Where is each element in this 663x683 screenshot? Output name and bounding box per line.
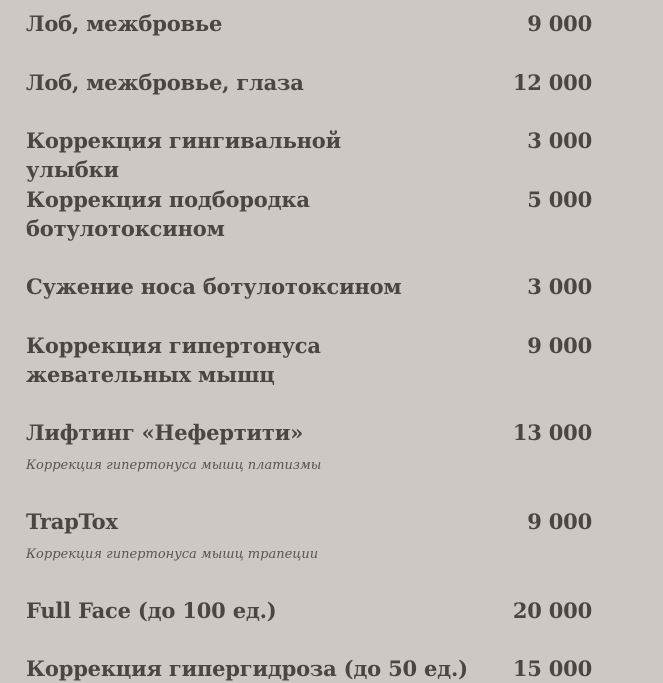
service-price: 3 000: [527, 128, 592, 153]
service-row: [26, 507, 592, 536]
service-name: Лоб, межбровье, глаза: [26, 70, 304, 95]
service-price: 5 000: [527, 187, 592, 212]
service-row: [26, 126, 592, 184]
service-name: Full Face (до 100 ед.): [26, 598, 277, 623]
service-name: Сужение носа ботулотоксином: [26, 274, 402, 299]
service-price: 9 000: [527, 333, 592, 358]
service-name: Коррекция гингивальной улыбки: [26, 128, 341, 182]
service-name: Лифтинг «Нефертити»: [26, 420, 304, 445]
service-row: [26, 654, 592, 683]
service-row: [26, 68, 592, 97]
service-row: [26, 596, 592, 625]
service-name: Коррекция гипертонуса жевательных мышц: [26, 333, 321, 387]
service-note: Коррекция гипертонуса мышц платизмы: [26, 458, 322, 473]
service-name: Коррекция гипергидроза (до 50 ед.): [26, 656, 468, 681]
service-row: [26, 272, 592, 301]
service-name: TrapTox: [26, 509, 118, 534]
service-price: 20 000: [512, 598, 592, 623]
service-row: [26, 331, 592, 389]
service-row: [26, 185, 592, 243]
service-price: 9 000: [527, 11, 592, 36]
service-row: [26, 9, 592, 38]
service-price: 13 000: [512, 420, 592, 445]
service-name: Лоб, межбровье: [26, 11, 223, 36]
service-price: 12 000: [512, 70, 592, 95]
service-price: 9 000: [527, 509, 592, 534]
service-name: Коррекция подбородка ботулотоксином: [26, 187, 310, 241]
service-note: Коррекция гипертонуса мышц трапеции: [26, 547, 319, 562]
service-price: 3 000: [527, 274, 592, 299]
service-row: [26, 418, 592, 447]
service-price: 15 000: [512, 656, 592, 681]
